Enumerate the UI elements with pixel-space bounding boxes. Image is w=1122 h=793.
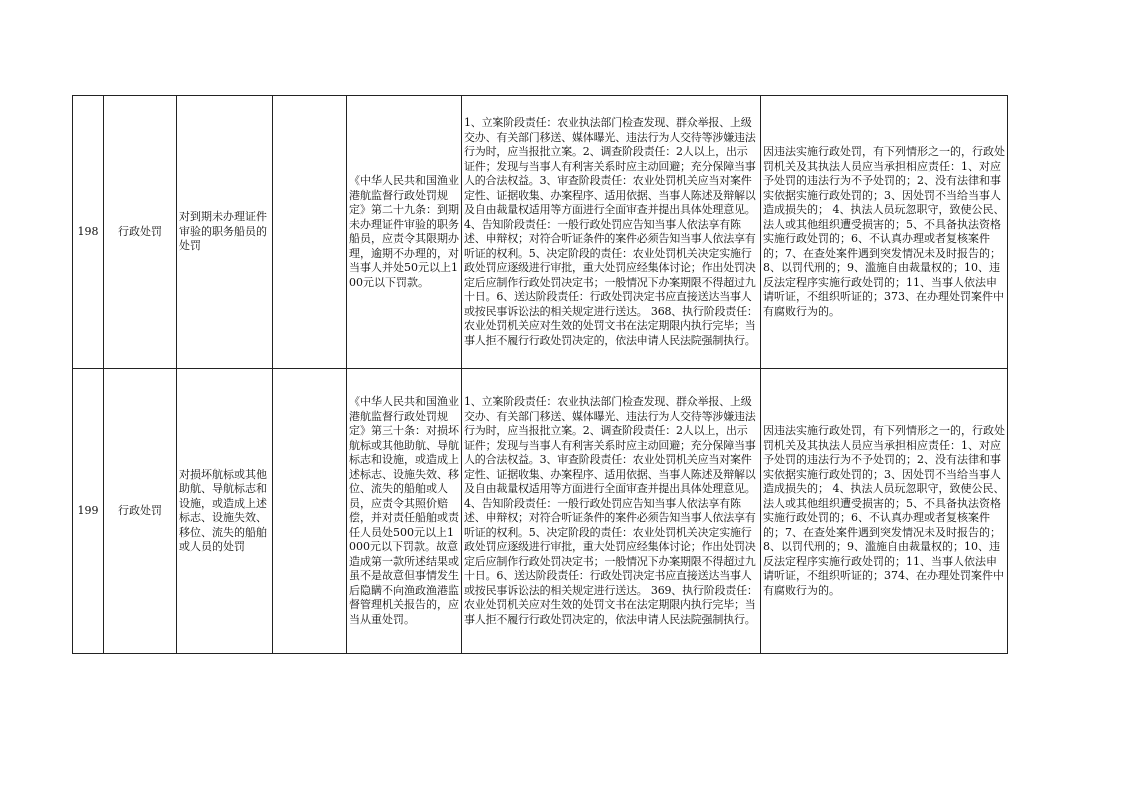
power-list-table (72, 95, 1008, 654)
item-number: 199 (73, 369, 104, 654)
legal-basis: 《中华人民共和国渔业港航监督行政处罚规定》第二十九条：到期未办理证件审验的职务船员，应责令其限期办理，逾期不办理的，对当事人并处50元以上100元以下罚款。 (347, 96, 462, 369)
power-type: 行政处罚 (104, 96, 177, 369)
accountability-circumstances: 因违法实施行政处罚，有下列情形之一的，行政处罚机关及其执法人员应当承担相应责任：1、对应予处罚的违法行为不予处罚的；2、没有法律和事实依据实施行政处罚的；3、因处罚不当给当事人造成损失的； 4、执法人员玩忽职守，致使公民、法人或其他组织遭受损害的；5、不具备执法资格实施行政处罚的；6、不认真办理或者复核案件的；7、在查处案件遇到突发情况未及时报告的；8、以罚代刑的；9、滥施自由裁量权的；10、违反法定程序实施行政处罚的；11、当事人依法申请听证，不组织听证的；373、在办理处罚案件中有腐败行为的。 (761, 96, 1008, 369)
responsibility-items: 1、立案阶段责任：农业执法部门检查发现、群众举报、上级交办、有关部门移送、媒体曝光、违法行为人交待等涉嫌违法行为时，应当报批立案。2、调查阶段责任：2人以上，出示证件；发现与当事人有利害关系时应主动回避；充分保障当事人的合法权益。3、审查阶段责任：农业处罚机关应当对案件定性、证据收集、办案程序、适用依据、当事人陈述及辩解以及自由裁量权适用等方面进行全面审查并提出具体处理意见。4、告知阶段责任：一般行政处罚应告知当事人依法享有陈述、申辩权；对符合听证条件的案件必须告知当事人依法享有听证的权利。5、决定阶段的责任：农业处罚机关决定实施行政处罚应逐级进行审批，重大处罚应经集体讨论；作出处罚决定后应制作行政处罚决定书；一般情况下办案期限不得超过九十日。6、送达阶段责任：行政处罚决定书应直接送达当事人或按民事诉讼法的相关规定进行送达。 369、执行阶段责任：农业处罚机关应对生效的处罚文书在法定期限内执行完毕；当事人拒不履行行政处罚决定的，依法申请人民法院强制执行。 (462, 369, 761, 654)
item-name: 对损坏航标或其他助航、导航标志和设施，或造成上述标志、设施失效、移位、流失的船舶或人员的处罚 (177, 369, 273, 654)
legal-basis: 《中华人民共和国渔业港航监督行政处罚规定》第三十条：对损坏航标或其他助航、导航标志和设施，或造成上述标志、设施失效、移位、流失的船舶或人员，应责令其照价赔偿，并对责任船舶或责任人员处500元以上1000元以下罚款。故意造成第一款所述结果或虽不是故意但事情发生后隐瞒不向渔政渔港监督管理机关报告的，应当从重处罚。 (347, 369, 462, 654)
power-type: 行政处罚 (104, 369, 177, 654)
table-row (73, 96, 1008, 369)
item-name: 对到期未办理证件审验的职务船员的处罚 (177, 96, 273, 369)
accountability-circumstances: 因违法实施行政处罚，有下列情形之一的，行政处罚机关及其执法人员应当承担相应责任：1、对应予处罚的违法行为不予处罚的；2、没有法律和事实依据实施行政处罚的；3、因处罚不当给当事人造成损失的； 4、执法人员玩忽职守，致使公民、法人或其他组织遭受损害的；5、不具备执法资格实施行政处罚的；6、不认真办理或者复核案件的；7、在查处案件遇到突发情况未及时报告的；8、以罚代刑的；9、滥施自由裁量权的；10、违反法定程序实施行政处罚的；11、当事人依法申请听证，不组织听证的；374、在办理处罚案件中有腐败行为的。 (761, 369, 1008, 654)
sub-item (273, 96, 347, 369)
table-row (73, 369, 1008, 654)
sub-item (273, 369, 347, 654)
responsibility-items: 1、立案阶段责任：农业执法部门检查发现、群众举报、上级交办、有关部门移送、媒体曝光、违法行为人交待等涉嫌违法行为时，应当报批立案。2、调查阶段责任：2人以上，出示证件；发现与当事人有利害关系时应主动回避；充分保障当事人的合法权益。3、审查阶段责任：农业处罚机关应当对案件定性、证据收集、办案程序、适用依据、当事人陈述及辩解以及自由裁量权适用等方面进行全面审查并提出具体处理意见。4、告知阶段责任：一般行政处罚应告知当事人依法享有陈述、申辩权；对符合听证条件的案件必须告知当事人依法享有听证的权利。5、决定阶段的责任：农业处罚机关决定实施行政处罚应逐级进行审批，重大处罚应经集体讨论；作出处罚决定后应制作行政处罚决定书；一般情况下办案期限不得超过九十日。6、送达阶段责任：行政处罚决定书应直接送达当事人或按民事诉讼法的相关规定进行送达。 368、执行阶段责任：农业处罚机关应对生效的处罚文书在法定期限内执行完毕；当事人拒不履行行政处罚决定的，依法申请人民法院强制执行。 (462, 96, 761, 369)
power-list-sheet (72, 95, 1007, 655)
item-number: 198 (73, 96, 104, 369)
